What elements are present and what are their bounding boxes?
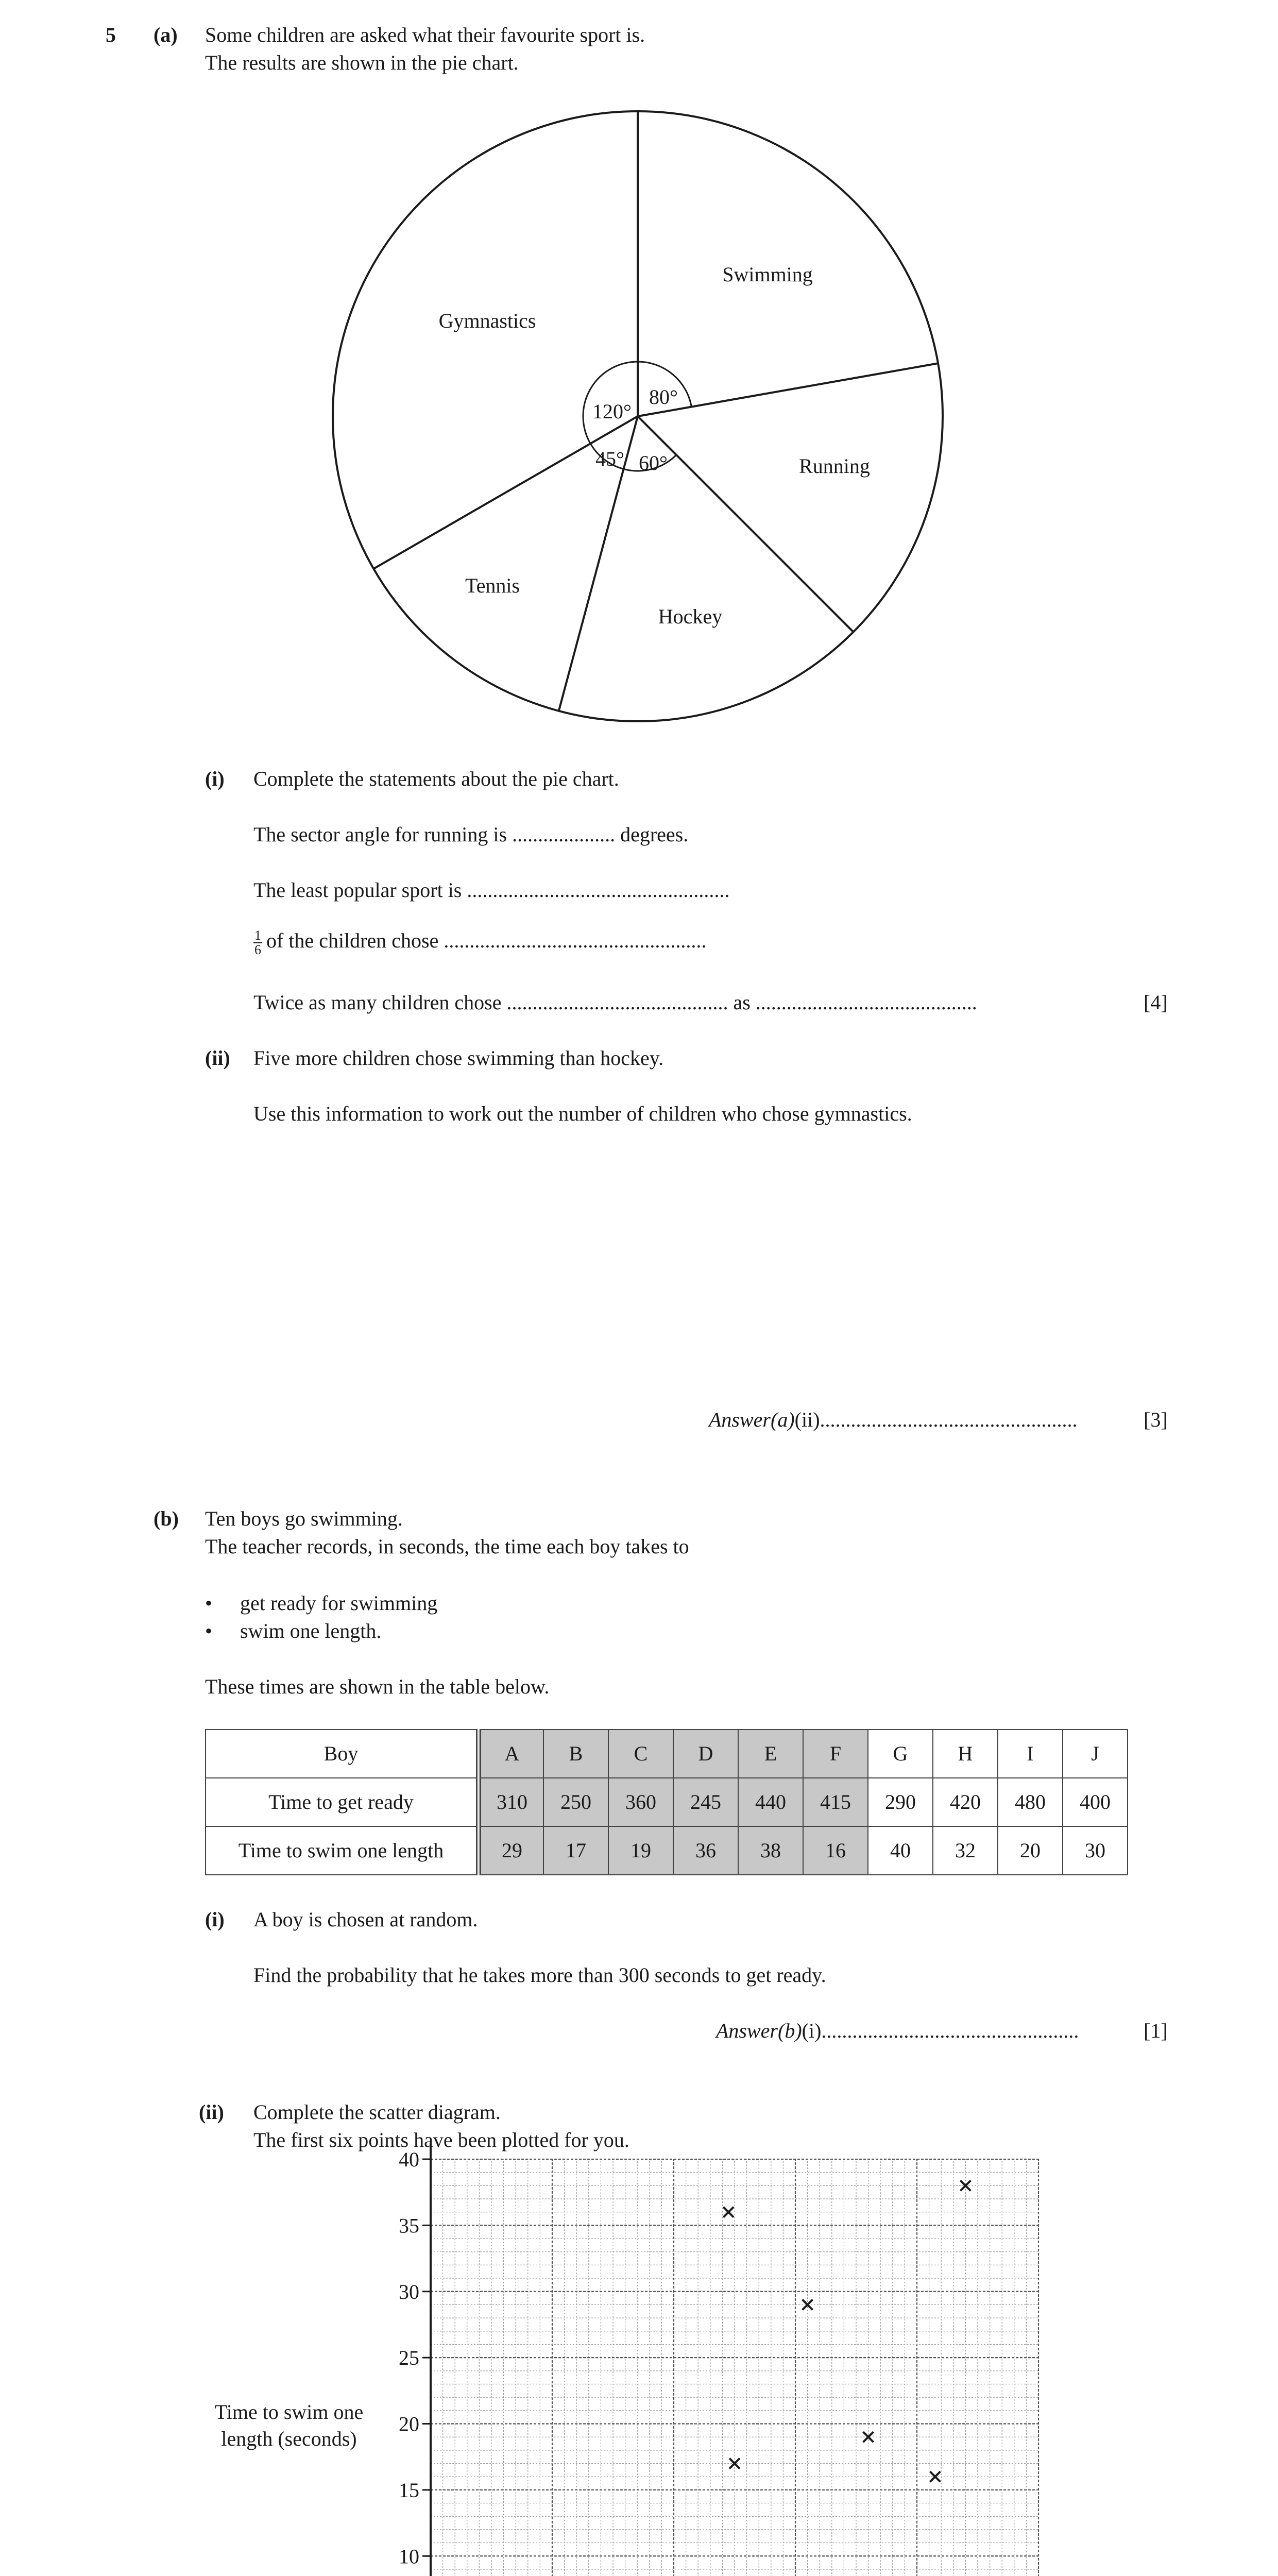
y-tick-label: 20: [399, 2412, 419, 2436]
table-cell: F: [803, 1730, 868, 1778]
marks-a-ii: [3]: [1144, 1408, 1168, 1431]
part-a-ii-label: (ii): [205, 1046, 230, 1070]
part-b-i-line-1: A boy is chosen at random.: [253, 1908, 478, 1931]
table-cell: 440: [738, 1778, 803, 1826]
y-tick-label: 30: [399, 2280, 419, 2303]
slice-label-hockey: Hockey: [658, 605, 723, 628]
answer-a-ii: Answer(a)(ii)..................................................: [709, 1408, 1078, 1431]
table-cell: 20: [998, 1826, 1063, 1875]
part-a-ii-line-1: Five more children chose swimming than hockey.: [253, 1046, 664, 1070]
table-cell: 250: [543, 1778, 608, 1826]
marks-b-i: [1]: [1144, 2019, 1168, 2042]
table-row: [206, 1826, 1128, 1875]
table-cell: J: [1063, 1730, 1128, 1778]
y-tick-label: 10: [399, 2545, 419, 2568]
statement-one-sixth: $\frac{1}{6}$ of the children chose ...................................................: [254, 927, 707, 957]
table-cell: 29: [479, 1826, 543, 1875]
slice-label-tennis: Tennis: [465, 574, 520, 597]
pie-slices: [333, 111, 943, 721]
y-tick-label: 15: [399, 2478, 419, 2502]
statement-running-angle: The sector angle for running is .................... degrees.: [253, 823, 689, 846]
table-cell: 36: [673, 1826, 738, 1875]
part-a-i-instruction: Complete the statements about the pie chart.: [253, 767, 619, 790]
y-tick-label: 40: [399, 2148, 419, 2171]
table-cell: I: [998, 1730, 1063, 1778]
y-tick-label: 25: [399, 2346, 419, 2370]
y-label-line-1: Time to swim one: [214, 2400, 364, 2424]
y-label-line-2: length (seconds): [221, 2427, 357, 2450]
pie-chart: [0, 0, 1278, 747]
pie-radius-hockey: [638, 416, 854, 632]
scatter-axes: [424, 2143, 1075, 2576]
table-cell: 245: [673, 1778, 738, 1826]
table-cell: 16: [803, 1826, 868, 1875]
table-cell: D: [673, 1730, 738, 1778]
part-a-label: (a): [154, 23, 178, 46]
table-cell: 290: [868, 1778, 933, 1826]
table-row: [206, 1778, 1128, 1826]
table-cell: 19: [608, 1826, 673, 1875]
intro-line-2: The results are shown in the pie chart.: [205, 51, 519, 74]
table-cell: 360: [608, 1778, 673, 1826]
bullet-2-dot: •: [205, 1619, 213, 1642]
part-b-line-1: Ten boys go swimming.: [205, 1507, 403, 1530]
table-cell: B: [543, 1730, 608, 1778]
table-cell: 38: [738, 1826, 803, 1875]
row-header-ready: Time to get ready: [206, 1778, 479, 1826]
answer-b-i: Answer(b)(i)..................................................: [716, 2019, 1079, 2042]
part-b-line-3: These times are shown in the table below.: [205, 1675, 550, 1698]
table-cell: 400: [1063, 1778, 1128, 1826]
table-cell: H: [933, 1730, 998, 1778]
question-number: 5: [106, 23, 116, 46]
table-cell: 420: [933, 1778, 998, 1826]
scatter-diagram: [0, 2143, 1278, 2576]
table-cell: C: [608, 1730, 673, 1778]
slice-label-running: Running: [799, 454, 870, 478]
table-cell: 17: [543, 1826, 608, 1875]
part-a-ii-line-2: Use this information to work out the number of children who chose gymnastics.: [253, 1102, 912, 1125]
angle-label-120: 120°: [592, 400, 632, 423]
slice-label-swimming: Swimming: [722, 263, 813, 286]
part-b-label: (b): [154, 1507, 179, 1530]
table-cell: E: [738, 1730, 803, 1778]
bullet-1: get ready for swimming: [240, 1591, 438, 1615]
table-cell: G: [868, 1730, 933, 1778]
part-b-line-2: The teacher records, in seconds, the time each boy takes to: [205, 1535, 689, 1558]
table-cell: A: [479, 1730, 543, 1778]
angle-label-45: 45°: [595, 447, 624, 470]
part-a-i-label: (i): [205, 767, 225, 790]
marks-a-i: [4]: [1144, 991, 1168, 1014]
statement-least-popular: The least popular sport is ...................................................: [253, 878, 730, 902]
row-header-boy: Boy: [206, 1730, 479, 1778]
bullet-2: swim one length.: [240, 1619, 382, 1642]
part-b-ii-line-1: Complete the scatter diagram.: [253, 2100, 501, 2124]
slice-label-gymnastics: Gymnastics: [438, 309, 536, 332]
y-tick-label: 35: [399, 2214, 419, 2238]
table-cell: 415: [803, 1778, 868, 1826]
bullet-1-dot: •: [205, 1591, 213, 1615]
table-cell: 40: [868, 1826, 933, 1875]
times-table: [205, 1729, 1128, 1875]
statement-twice-as-many: Twice as many children chose ........................................... as ...........................................: [253, 991, 977, 1014]
part-b-i-label: (i): [205, 1908, 225, 1931]
table-cell: 480: [998, 1778, 1063, 1826]
part-b-ii-label: (ii): [199, 2100, 224, 2124]
pie-radius-gymnastics: [373, 416, 638, 569]
pie-radius-running: [638, 363, 938, 416]
table-cell: 32: [933, 1826, 998, 1875]
part-b-ii-line-2: The first six points have been plotted for you.: [253, 2128, 629, 2151]
row-header-swim: Time to swim one length: [206, 1826, 479, 1875]
intro-line-1: Some children are asked what their favourite sport is.: [205, 23, 645, 46]
table-cell: 30: [1063, 1826, 1128, 1875]
part-b-i-line-2: Find the probability that he takes more than 300 seconds to get ready.: [253, 1963, 826, 1987]
angle-label-60: 60°: [639, 451, 668, 474]
angle-label-80: 80°: [649, 385, 678, 409]
table-row: [206, 1730, 1128, 1778]
scatter-grid: [431, 2159, 1038, 2576]
table-cell: 310: [479, 1778, 543, 1826]
fraction-one-sixth: $\frac{1}{6}$: [254, 927, 261, 957]
